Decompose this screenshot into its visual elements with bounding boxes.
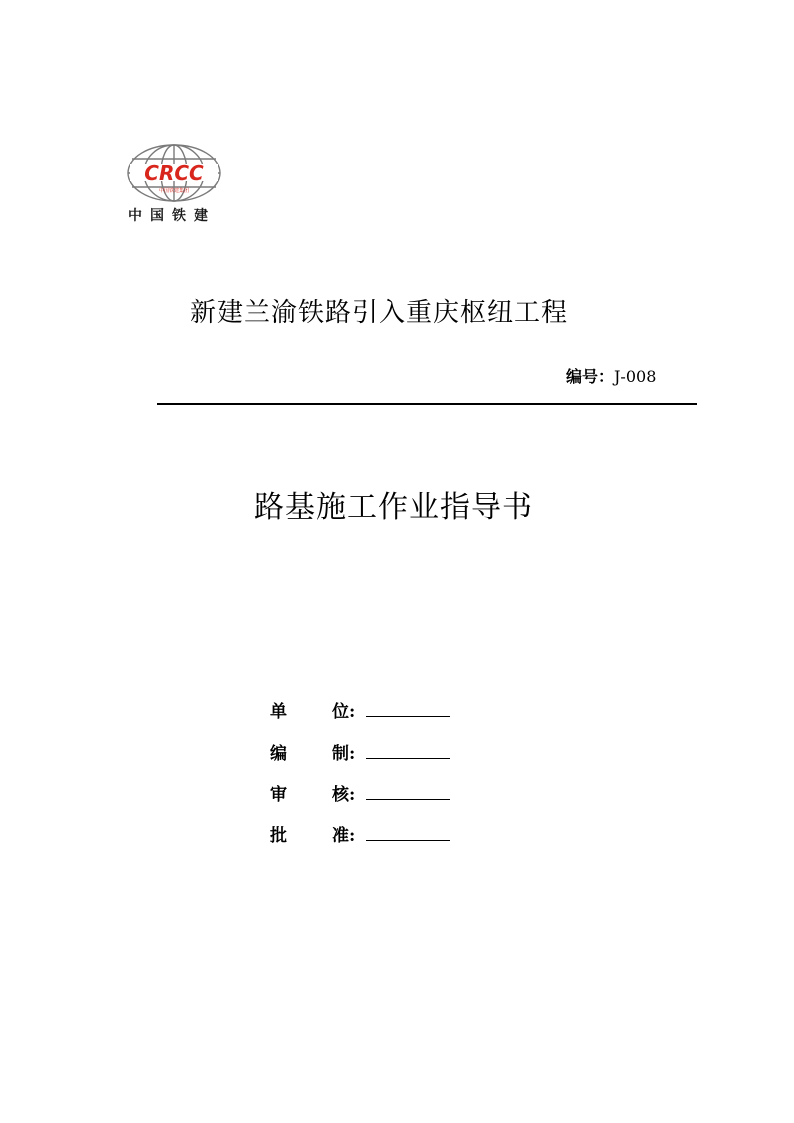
crcc-logo [124,143,224,225]
sign-label-char2: 准: [332,826,356,846]
unit-blank-field[interactable] [366,697,450,717]
doc-number [566,364,656,387]
header-divider [157,403,697,405]
sign-label-char1: 编 [270,744,287,764]
approved-blank-field[interactable] [366,821,450,841]
globe-logo-icon [124,143,224,205]
sign-label-char2: 核: [332,785,356,805]
document-title: 路基施工作业指导书 [254,490,533,525]
sign-label-char1: 批 [270,826,287,846]
logo-text: CRCC [144,161,204,185]
doc-number-label: 编号： [566,367,615,386]
project-title: 新建兰渝铁路引入重庆枢纽工程 [190,298,569,328]
logo-caption: 中国铁建 [128,208,216,224]
logo-subtext: 中国铁建集团 [158,188,190,194]
doc-number-value: J-008 [614,367,657,386]
sign-label-char1: 审 [270,785,287,805]
prepared-blank-field[interactable] [366,739,450,759]
sign-label-char1: 单 [270,702,287,722]
sign-label-char2: 位: [332,702,356,722]
reviewed-blank-field[interactable] [366,780,450,800]
sign-label-char2: 制: [332,744,356,764]
